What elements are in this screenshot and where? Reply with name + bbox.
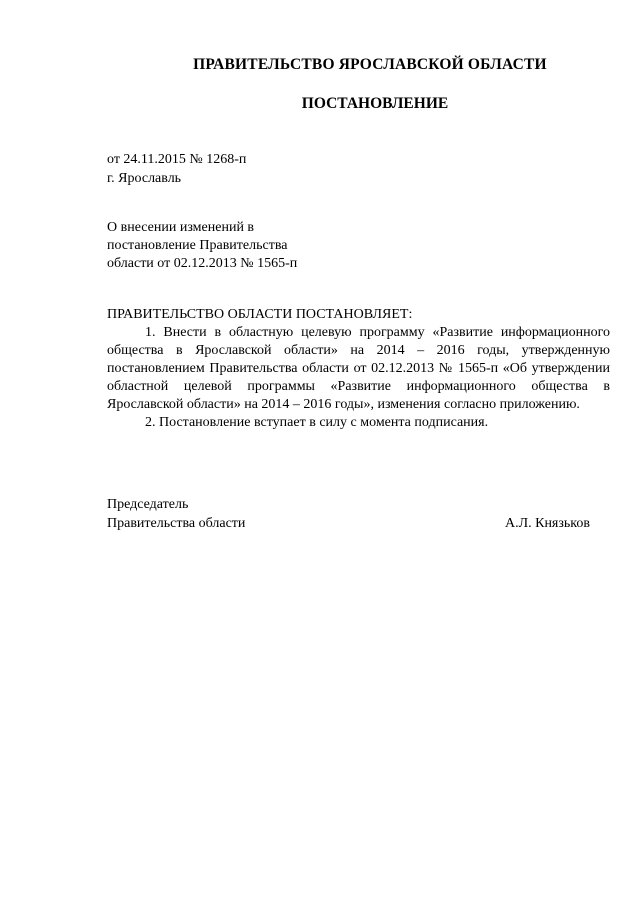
subject-line-2: постановление Правительства bbox=[107, 238, 288, 253]
signature-row bbox=[107, 514, 590, 533]
signer-position-line-2: Правительства области bbox=[107, 516, 246, 531]
decree-body bbox=[107, 306, 610, 432]
signer-name: А.Л. Князьков bbox=[505, 516, 590, 531]
issuing-authority: ПРАВИТЕЛЬСТВО ЯРОСЛАВСКОЙ ОБЛАСТИ bbox=[193, 56, 547, 73]
subject-line-3: области от 02.12.2013 № 1565-п bbox=[107, 256, 298, 271]
city: г. Ярославль bbox=[107, 171, 182, 186]
clause-1: 1. Внести в областную целевую программу «Развитие информационного общества в Ярославской области» на 2014 – 2016 годы, утвержденную постановлением Правительства области от 02.12.2013 № 1565-п «Об утверждении областной целевой программы «Развитие информационного общества в Ярославской области» на 2014 – 2016 годы», изменения согласно приложению. bbox=[107, 325, 610, 412]
decree-heading: ПРАВИТЕЛЬСТВО ОБЛАСТИ ПОСТАНОВЛЯЕТ: bbox=[107, 307, 413, 322]
document-meta bbox=[107, 150, 246, 188]
subject-line-1: О внесении изменений в bbox=[107, 220, 255, 235]
document-type: ПОСТАНОВЛЕНИЕ bbox=[301, 95, 449, 112]
clause-2: 2. Постановление вступает в силу с момента подписания. bbox=[145, 415, 489, 430]
document-subject bbox=[107, 219, 367, 273]
date-number: от 24.11.2015 № 1268-п bbox=[107, 152, 247, 167]
signature-block bbox=[107, 495, 590, 533]
signer-position-line-1: Председатель bbox=[107, 497, 189, 512]
